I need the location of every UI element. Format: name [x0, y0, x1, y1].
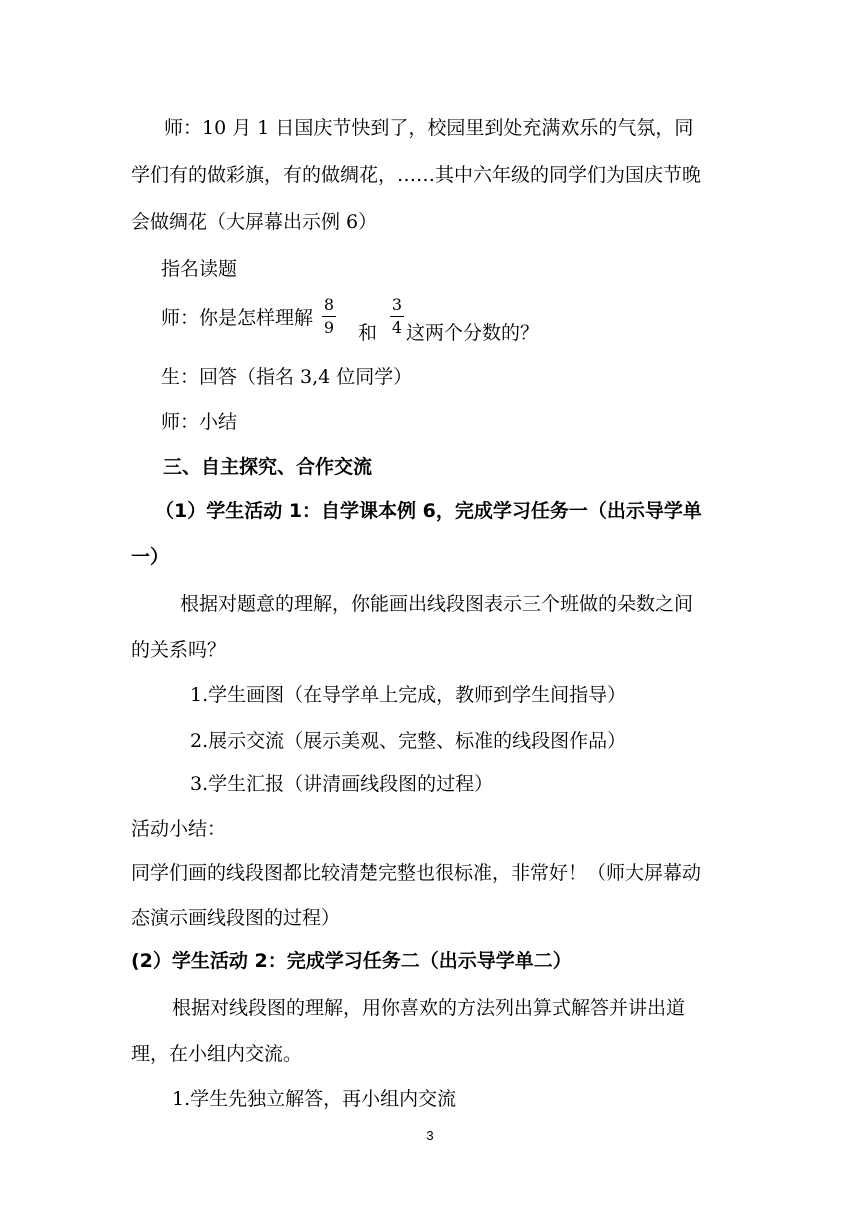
fraction-bar — [390, 316, 404, 317]
paragraph-line: 理，在小组内交流。 — [131, 1043, 303, 1065]
paragraph-line: 和 — [358, 322, 378, 344]
paragraph-line: 师：10 月 1 日国庆节快到了，校园里到处充满欢乐的气氛，同 — [164, 117, 694, 139]
paragraph-line: 活动小结： — [131, 818, 227, 840]
fraction-three-quarters — [390, 296, 404, 337]
fraction-eight-ninths — [322, 296, 336, 337]
fraction-numerator: 3 — [391, 295, 403, 314]
fraction-bar — [322, 316, 336, 317]
fraction-denominator: 9 — [323, 318, 335, 337]
subsection-heading: (2）学生活动 2：完成学习任务二（出示导学单二） — [131, 950, 572, 972]
subsection-heading: 一） — [131, 546, 170, 568]
list-item: 1.学生先独立解答，再小组内交流 — [172, 1088, 457, 1110]
fraction-denominator: 4 — [391, 318, 403, 337]
paragraph-line: 同学们画的线段图都比较清楚完整也很标准，非常好！（师大屏幕动 — [131, 862, 702, 884]
section-heading: 三、自主探究、合作交流 — [163, 456, 373, 478]
paragraph-line: 根据对线段图的理解，用你喜欢的方法列出算式解答并讲出道 — [172, 997, 686, 1019]
paragraph-line: 的关系吗？ — [131, 639, 227, 661]
paragraph-line: 师：小结 — [161, 411, 238, 433]
list-item: 2.展示交流（展示美观、完整、标准的线段图作品） — [190, 730, 627, 752]
paragraph-line: 学们有的做彩旗，有的做绸花，……其中六年级的同学们为国庆节晚 — [131, 164, 702, 186]
list-item: 3.学生汇报（讲清画线段图的过程） — [190, 773, 494, 795]
page-number: 3 — [426, 1128, 434, 1143]
paragraph-line: 师：你是怎样理解 — [161, 307, 314, 329]
paragraph-line: 根据对题意的理解，你能画出线段图表示三个班做的朵数之间 — [180, 593, 694, 615]
fraction-numerator: 8 — [323, 295, 335, 314]
subsection-heading: （1）学生活动 1：自学课本例 6，完成学习任务一（出示导学单 — [155, 500, 702, 522]
paragraph-line: 态演示画线段图的过程） — [131, 907, 341, 929]
paragraph-line: 生：回答（指名 3,4 位同学） — [161, 366, 413, 388]
list-item: 1.学生画图（在导学单上完成，教师到学生间指导） — [190, 684, 627, 706]
paragraph-line: 指名读题 — [161, 258, 238, 280]
paragraph-line: 这两个分数的？ — [406, 322, 540, 344]
paragraph-line: 会做绸花（大屏幕出示例 6） — [131, 211, 378, 233]
